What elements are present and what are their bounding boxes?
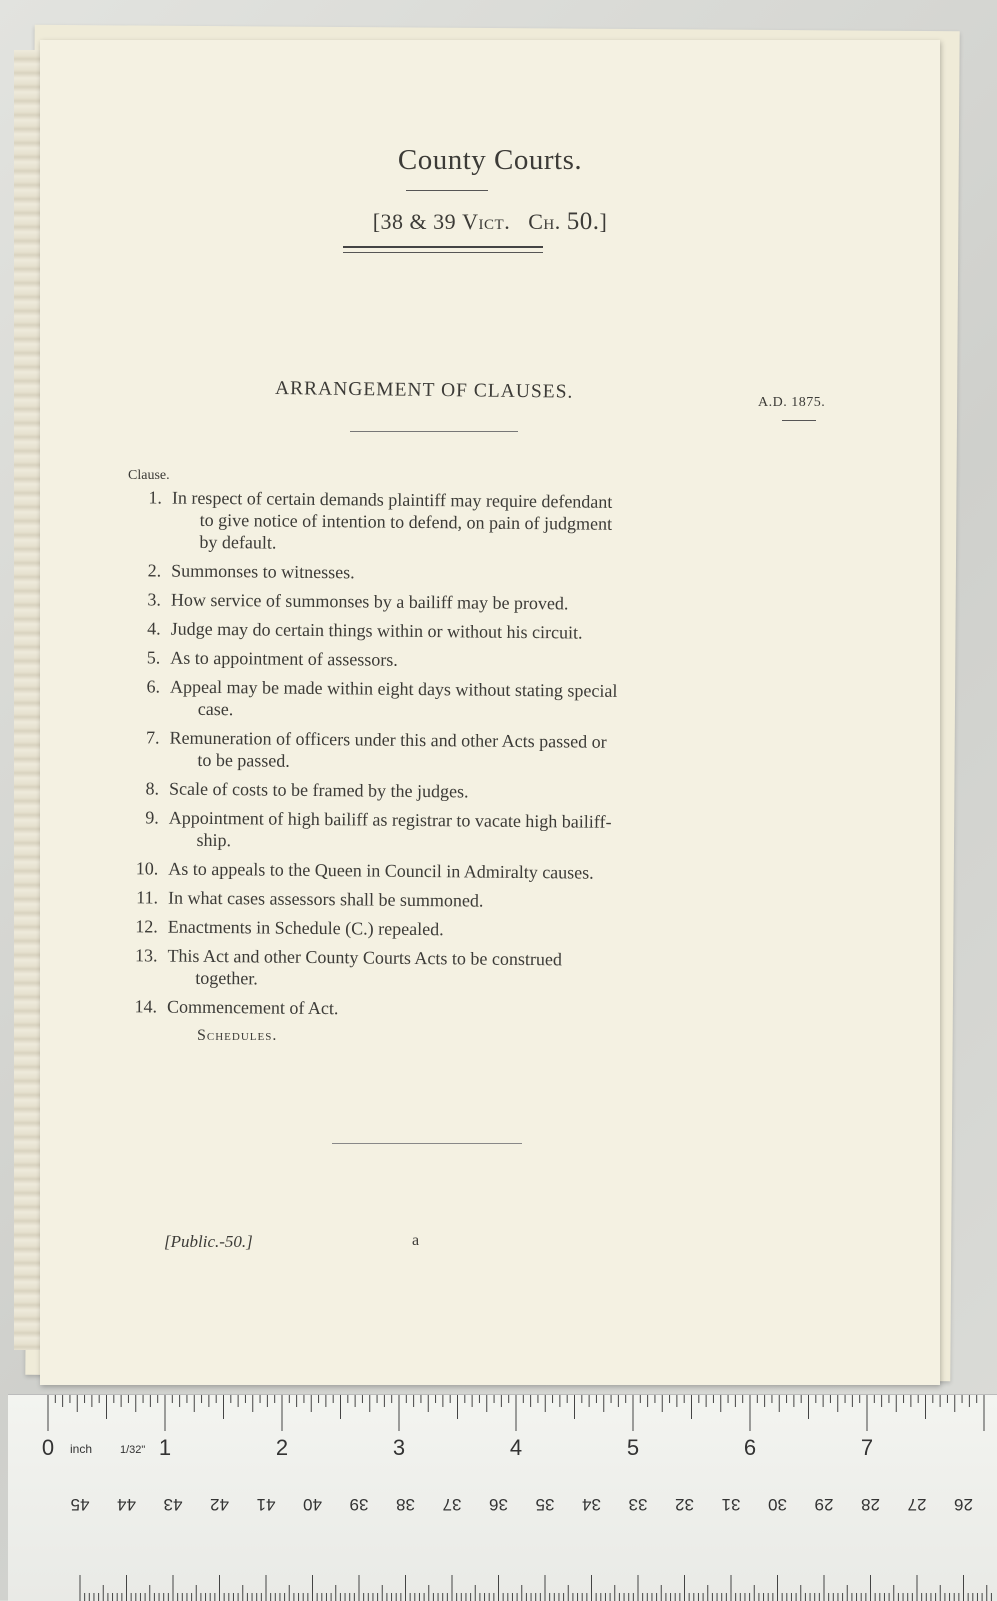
cm-number: 41 <box>256 1495 276 1514</box>
clause-text-line: Enactments in Schedule (C.) repealed. <box>167 916 444 940</box>
clause-text-line: As to appointment of assessors. <box>170 647 398 670</box>
clause-text <box>167 945 745 995</box>
clause-item <box>105 944 745 994</box>
clause-number: 11. <box>136 887 159 908</box>
cm-number: 38 <box>396 1495 415 1514</box>
clause-text <box>168 916 746 944</box>
inch-number: 5 <box>626 1435 640 1460</box>
bottom-rule <box>332 1143 522 1144</box>
clause-text-line: Summonses to witnesses. <box>171 560 355 583</box>
cm-number: 28 <box>861 1495 880 1514</box>
clause-text-line: by default. <box>199 531 277 553</box>
double-rule <box>343 246 543 253</box>
clause-item <box>107 806 747 856</box>
cm-number: 37 <box>442 1495 462 1514</box>
cm-number: 26 <box>954 1495 973 1514</box>
clause-number: 2. <box>147 560 162 581</box>
clause-text-line: Commencement of Act. <box>166 996 339 1019</box>
cm-number: 27 <box>907 1495 927 1514</box>
act-reference-prefix: [38 & 39 <box>372 209 463 234</box>
clause-number: 13. <box>134 945 158 966</box>
clause-text <box>168 887 746 915</box>
ruler-graphic <box>8 1395 997 1601</box>
inch-number: 6 <box>743 1435 757 1460</box>
clause-number: 14. <box>134 996 158 1017</box>
cm-number: 31 <box>721 1495 741 1514</box>
cm-number: 30 <box>768 1495 787 1514</box>
cm-number: 42 <box>210 1495 229 1514</box>
clause-text <box>167 996 745 1024</box>
clause-item <box>109 486 750 558</box>
measuring-ruler <box>8 1394 997 1601</box>
clause-item <box>106 857 746 885</box>
cm-number: 33 <box>628 1495 648 1514</box>
clause-text-line: Remuneration of officers under this and other Acts passed or <box>169 727 607 752</box>
document-page <box>40 40 940 1385</box>
clause-text-line: In respect of certain demands plaintiff may require defendant <box>171 487 613 512</box>
arrangement-heading: ARRANGEMENT OF CLAUSES. <box>274 378 574 403</box>
act-reference-suffix: ] <box>599 209 608 234</box>
clause-number: 6. <box>146 676 161 697</box>
title-rule <box>406 190 488 191</box>
clause-item <box>107 777 747 805</box>
clause-text-line: Judge may do certain things within or without his circuit. <box>170 618 583 643</box>
clause-text <box>171 618 749 646</box>
margin-note-year: A.D. 1875. <box>758 395 826 410</box>
act-reference-chapter-number: 50. <box>566 208 600 235</box>
clause-text <box>169 727 747 777</box>
clause-item <box>106 886 746 914</box>
page-signature-mark: a <box>412 1232 420 1249</box>
clause-text-line: How service of summonses by a bailiff may be proved. <box>170 589 569 614</box>
clause-text-line: to give notice of intention to defend, on pain of judgment <box>199 509 613 534</box>
clause-item <box>107 726 747 776</box>
clause-text-line: to be passed. <box>197 749 290 771</box>
clause-text-line: together. <box>195 967 258 989</box>
cm-number: 32 <box>675 1495 694 1514</box>
clause-number: 12. <box>135 916 158 937</box>
clause-number: 9. <box>145 807 159 828</box>
cm-number: 39 <box>349 1495 369 1514</box>
inch-number: 2 <box>275 1435 289 1460</box>
clause-text <box>169 778 747 806</box>
cm-number: 36 <box>489 1495 508 1514</box>
clause-text <box>171 560 749 588</box>
clause-text <box>171 589 749 617</box>
clause-number: 10. <box>135 858 159 879</box>
inch-number: 1 <box>158 1435 172 1460</box>
clause-item <box>109 559 749 587</box>
inch-number: 4 <box>509 1435 523 1460</box>
clause-text <box>169 807 747 857</box>
cm-number: 40 <box>303 1495 322 1514</box>
clause-number: 8. <box>145 778 160 799</box>
fraction-label: 1/32" <box>120 1444 146 1456</box>
clause-item <box>109 617 749 645</box>
cm-number: 43 <box>163 1495 183 1514</box>
clause-number: 7. <box>145 727 160 748</box>
inch-unit-label: inch <box>70 1442 93 1456</box>
clause-text-line: In what cases assessors shall be summoned. <box>167 887 484 911</box>
inch-number: 3 <box>392 1435 406 1460</box>
clause-number: 1. <box>148 487 162 508</box>
heading-rule <box>350 431 518 432</box>
clause-column-label: Clause. <box>128 468 170 483</box>
clause-text-line: Scale of costs to be framed by the judges. <box>169 778 469 802</box>
cm-number: 29 <box>814 1495 834 1514</box>
clause-number: 5. <box>146 647 161 668</box>
clause-list <box>105 486 750 1030</box>
clause-text <box>171 487 750 559</box>
act-reference-chapter-prefix: Ch. <box>528 209 561 234</box>
document-title: County Courts. <box>397 144 583 176</box>
schedules-label: Schedules. <box>197 1027 278 1044</box>
clause-item <box>109 588 749 616</box>
clause-text-line: case. <box>197 698 234 720</box>
act-reference <box>40 208 940 236</box>
inch-number: 0 <box>41 1435 55 1460</box>
clause-item <box>108 646 748 674</box>
clause-text-line: ship. <box>196 829 232 851</box>
clause-text <box>170 676 748 726</box>
clause-item <box>106 915 746 943</box>
cm-number: 45 <box>70 1495 90 1514</box>
cm-number: 35 <box>535 1495 555 1514</box>
margin-note-rule <box>782 420 816 421</box>
clause-number: 3. <box>147 589 162 610</box>
cm-number: 44 <box>117 1495 136 1514</box>
cm-number: 34 <box>582 1495 601 1514</box>
clause-text-line: Appeal may be made within eight days without stating special <box>169 676 618 701</box>
clause-item <box>108 675 748 725</box>
clause-text-line: This Act and other County Courts Acts to be construed <box>167 945 563 970</box>
clause-number: 4. <box>147 618 161 639</box>
clause-text-line: As to appeals to the Queen in Council in Admiralty causes. <box>168 858 594 883</box>
act-reference-vict: Vict. <box>462 209 511 234</box>
inch-number: 7 <box>860 1435 874 1460</box>
clause-item <box>105 995 745 1023</box>
public-reference: [Public.-50.] <box>164 1232 253 1251</box>
clause-text-line: Appointment of high bailiff as registrar to vacate high bailiff- <box>168 807 612 832</box>
clause-text <box>168 858 746 886</box>
clause-text <box>170 647 748 675</box>
